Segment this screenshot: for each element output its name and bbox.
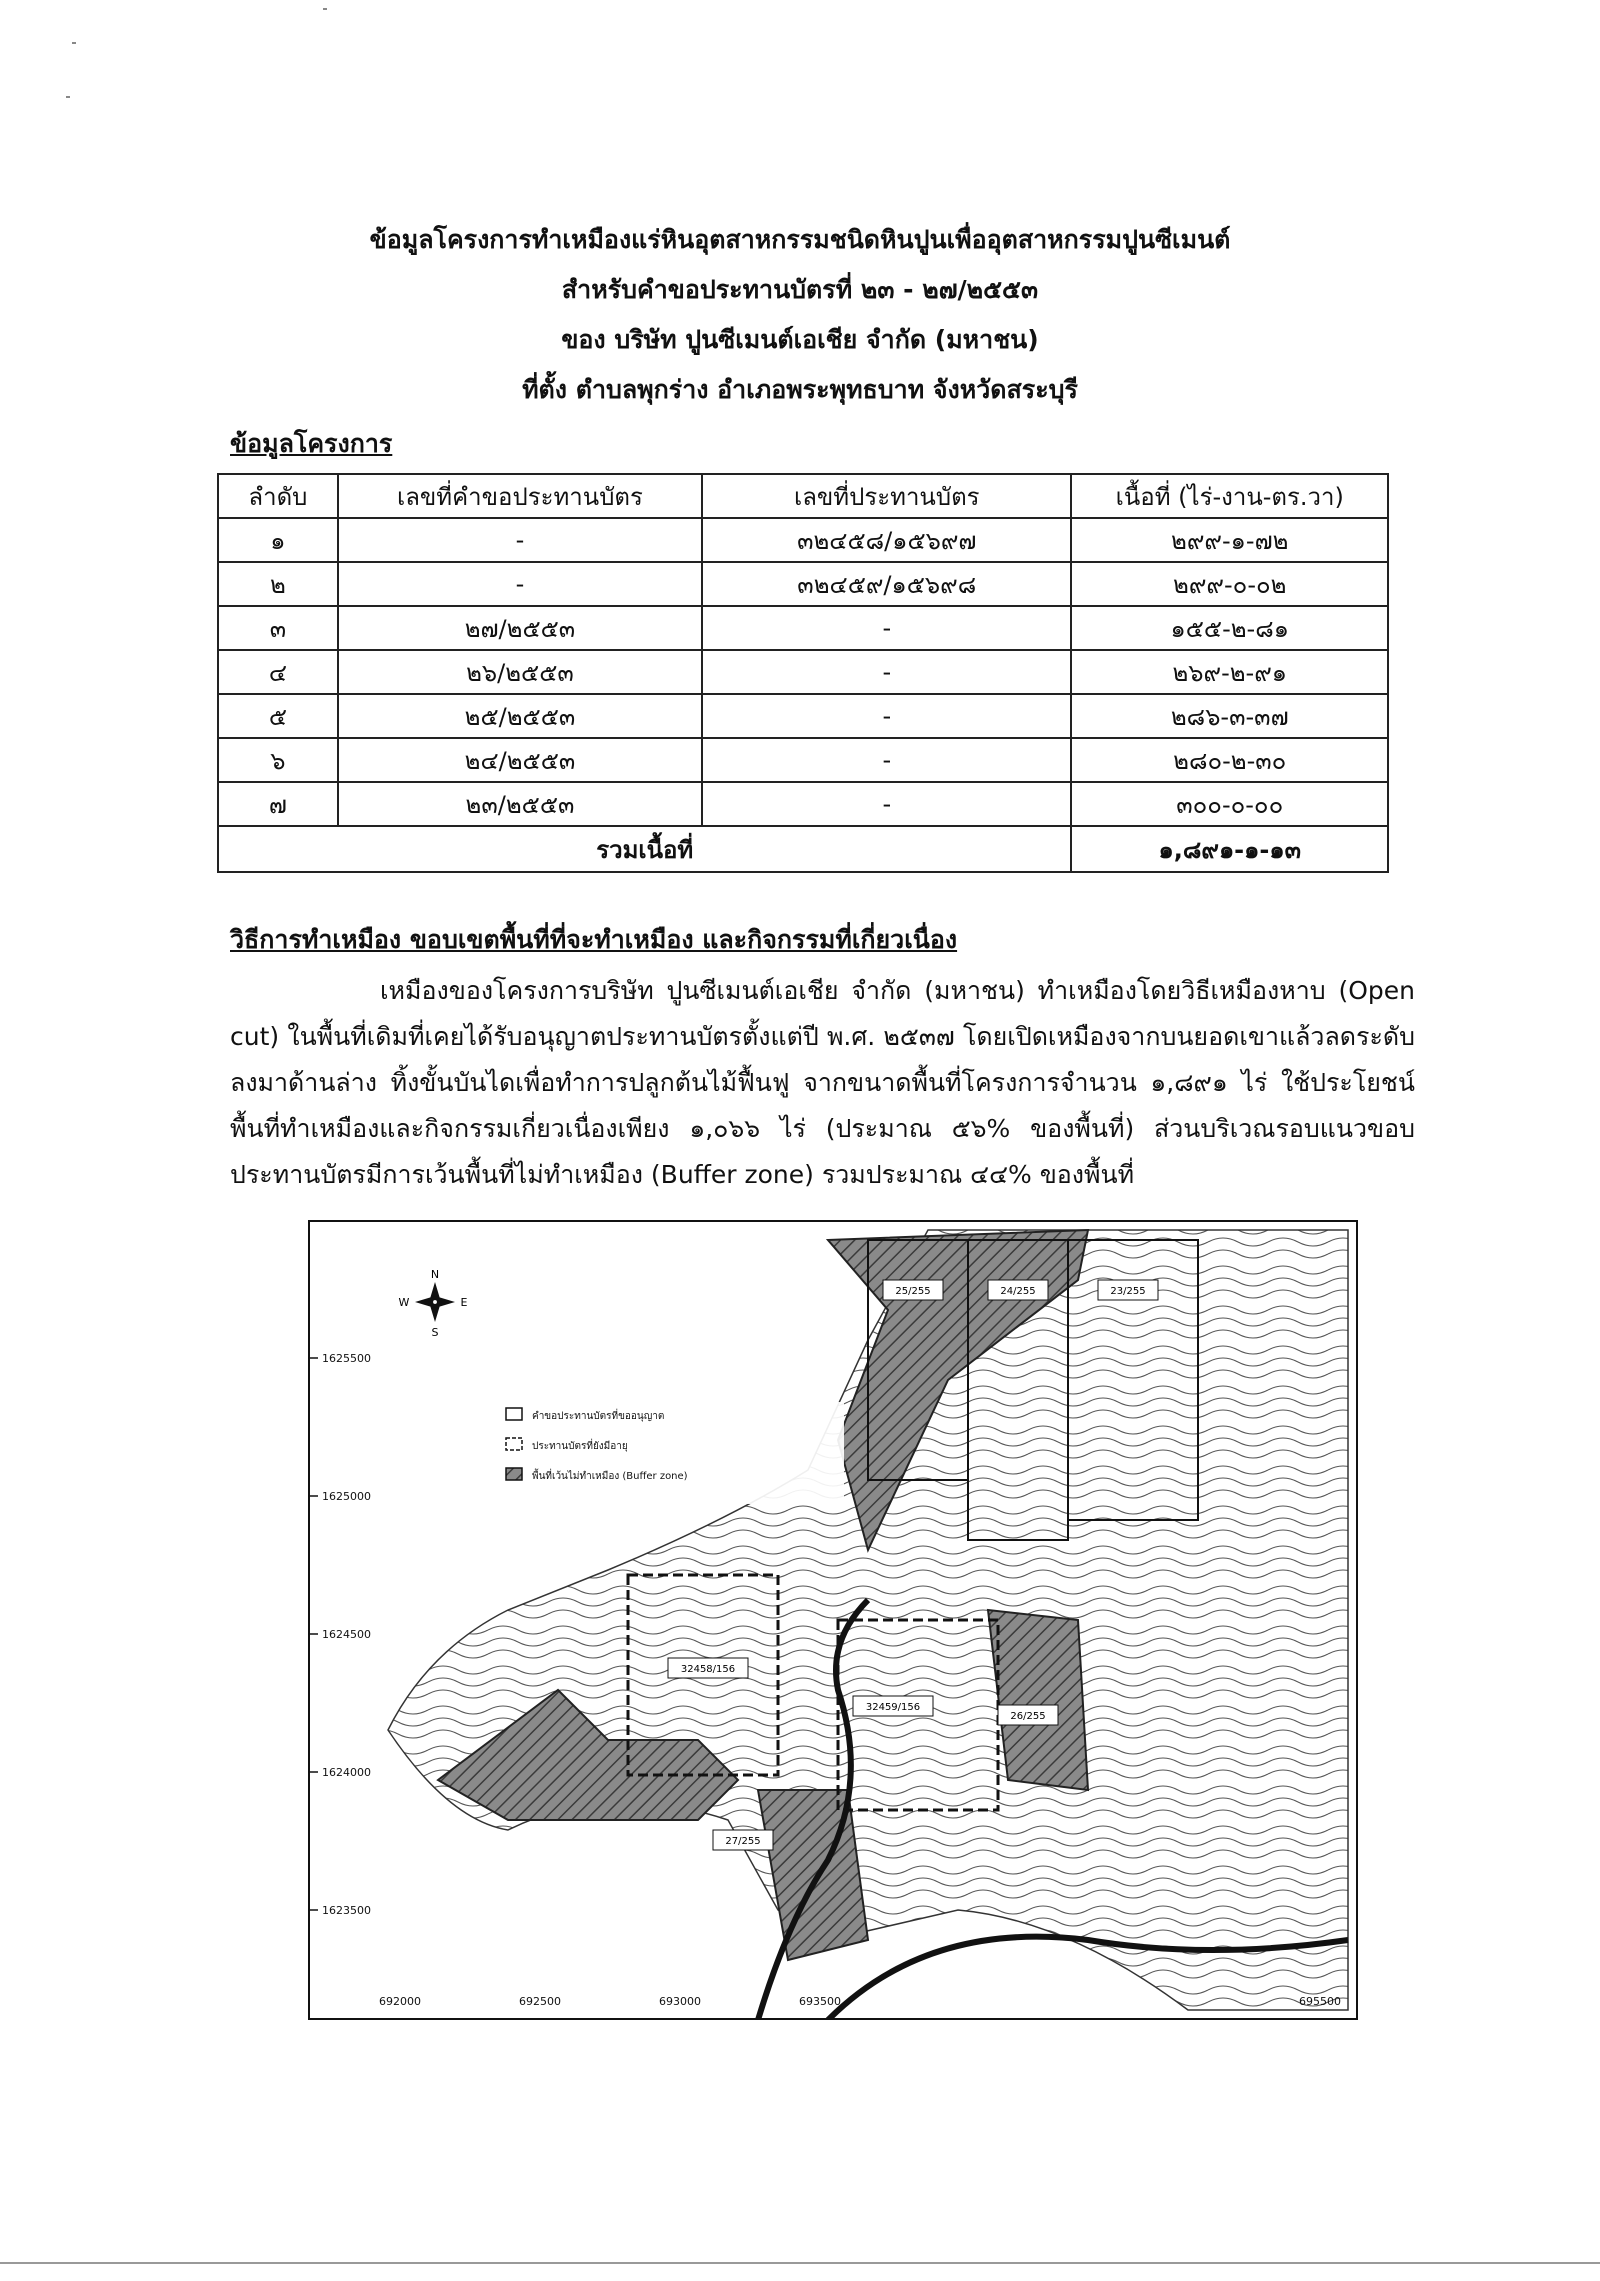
scan-mark xyxy=(72,42,76,44)
cell-area: ๒๘๖-๓-๓๗ xyxy=(1071,694,1388,738)
cell-area: ๒๖๙-๒-๙๑ xyxy=(1071,650,1388,694)
doc-title-line-4: ที่ตั้ง ตำบลพุกร่าง อำเภอพระพุทธบาท จังหวัดสระบุรี xyxy=(522,375,1078,404)
x-tick-label: 693000 xyxy=(659,1995,701,2008)
cell-concession: - xyxy=(702,650,1071,694)
parcel-label: 32458/156 xyxy=(680,1664,736,1675)
cell-concession: - xyxy=(702,738,1071,782)
scan-mark xyxy=(66,96,70,98)
cell-request: - xyxy=(338,518,702,562)
x-tick-label: 693500 xyxy=(799,1995,841,2008)
y-tick-label: 1625500 xyxy=(322,1352,371,1365)
doc-title-line-2: สำหรับคำขอประทานบัตรที่ ๒๓ - ๒๗/๒๕๕๓ xyxy=(561,275,1039,304)
cell-request: ๒๗/๒๕๕๓ xyxy=(338,606,702,650)
table-row xyxy=(218,562,1388,606)
cell-area: ๒๘๐-๒-๓๐ xyxy=(1071,738,1388,782)
total-area: ๑,๘๙๑-๑-๑๓ xyxy=(1071,826,1388,872)
col-header-no: ลำดับ xyxy=(218,474,338,518)
x-tick-label: 695500 xyxy=(1299,1995,1341,2008)
col-header-concession: เลขที่ประทานบัตร xyxy=(702,474,1071,518)
cell-request: ๒๖/๒๕๕๓ xyxy=(338,650,702,694)
y-tick-label: 1624000 xyxy=(322,1766,371,1779)
doc-title-line-1: ข้อมูลโครงการทำเหมืองแร่หินอุตสาหกรรมชนิดหินปูนเพื่ออุตสาหกรรมปูนซีเมนต์ xyxy=(369,225,1231,254)
y-tick-label: 1624500 xyxy=(322,1628,371,1641)
table-row xyxy=(218,650,1388,694)
col-header-area: เนื้อที่ (ไร่-งาน-ตร.วา) xyxy=(1071,474,1388,518)
legend-label-buffer: พื้นที่เว้นไม่ทำเหมือง (Buffer zone) xyxy=(532,1471,688,1482)
cell-no: ๒ xyxy=(218,562,338,606)
cell-concession: ๓๒๔๕๘/๑๕๖๙๗ xyxy=(702,518,1071,562)
total-label: รวมเนื้อที่ xyxy=(218,826,1071,872)
legend-label-active: ประทานบัตรที่ยังมีอายุ xyxy=(532,1441,628,1452)
cell-concession: - xyxy=(702,782,1071,826)
parcel-label: 32459/156 xyxy=(865,1702,921,1713)
cell-area: ๒๙๙-๑-๗๒ xyxy=(1071,518,1388,562)
compass-e: E xyxy=(460,1296,468,1309)
cell-no: ๗ xyxy=(218,782,338,826)
cell-area: ๓๐๐-๐-๐๐ xyxy=(1071,782,1388,826)
parcel-label: 23/255 xyxy=(1110,1286,1146,1297)
cell-request: - xyxy=(338,562,702,606)
legend-swatch-active xyxy=(506,1438,522,1450)
method-paragraph xyxy=(230,968,1415,1198)
compass-s: S xyxy=(431,1326,439,1339)
table-total-row xyxy=(218,826,1388,872)
cell-no: ๑ xyxy=(218,518,338,562)
cell-no: ๓ xyxy=(218,606,338,650)
parcel-label: 27/255 xyxy=(725,1836,761,1847)
parcel-label: 26/255 xyxy=(1010,1711,1046,1722)
legend-swatch-request xyxy=(506,1408,522,1420)
project-section-title: ข้อมูลโครงการ xyxy=(230,429,393,458)
cell-no: ๔ xyxy=(218,650,338,694)
cell-concession: - xyxy=(702,694,1071,738)
table-row xyxy=(218,738,1388,782)
table-row xyxy=(218,694,1388,738)
method-paragraph-text: เหมืองของโครงการบริษัท ปูนซีเมนต์เอเชีย จำกัด (มหาชน) ทำเหมืองโดยวิธีเหมืองหาบ (Open cut) ในพื้นที่เดิมที่เคยได้รับอนุญาตประทานบัตรตั้งแต่ปี พ.ศ. ๒๕๓๗ โดยเปิดเหมืองจากบนยอดเขาแล้วลดระดับลงมาด้านล่าง ทิ้งขั้นบันไดเพื่อทำการปลูกต้นไม้ฟื้นฟู จากขนาดพื้นที่โครงการจำนวน ๑,๘๙๑ ไร่ ใช้ประโยชน์พื้นที่ทำเหมืองและกิจกรรมเกี่ยวเนื่องเพียง ๑,๐๖๖ ไร่ (ประมาณ ๕๖% ของพื้นที่) ส่วนบริเวณรอบแนวขอบประทานบัตรมีการเว้นพื้นที่ไม่ทำเหมือง (Buffer zone) รวมประมาณ ๔๔% ของพื้นที่ xyxy=(230,976,1415,1189)
scan-mark xyxy=(323,8,327,10)
cell-request: ๒๔/๒๕๕๓ xyxy=(338,738,702,782)
compass-w: W xyxy=(398,1296,410,1309)
cell-concession: ๓๒๔๕๙/๑๕๖๙๘ xyxy=(702,562,1071,606)
parcel-label: 25/255 xyxy=(895,1286,931,1297)
compass-n: N xyxy=(430,1268,440,1281)
x-tick-label: 692500 xyxy=(519,1995,561,2008)
legend-swatch-buffer xyxy=(506,1468,522,1480)
cell-no: ๕ xyxy=(218,694,338,738)
table-header-row xyxy=(218,474,1388,518)
project-table xyxy=(217,473,1389,873)
cell-request: ๒๕/๒๕๕๓ xyxy=(338,694,702,738)
parcel-label: 24/255 xyxy=(1000,1286,1036,1297)
cell-area: ๒๙๙-๐-๐๒ xyxy=(1071,562,1388,606)
x-tick-label: 692000 xyxy=(379,1995,421,2008)
mine-area-map xyxy=(308,1220,1358,2020)
cell-request: ๒๓/๒๕๕๓ xyxy=(338,782,702,826)
cell-area: ๑๕๕-๒-๘๑ xyxy=(1071,606,1388,650)
y-tick-label: 1623500 xyxy=(322,1904,371,1917)
cell-concession: - xyxy=(702,606,1071,650)
map-legend xyxy=(504,1402,844,1504)
table-row xyxy=(218,606,1388,650)
y-tick-label: 1625000 xyxy=(322,1490,371,1503)
method-section-title: วิธีการทำเหมือง ขอบเขตพื้นที่ที่จะทำเหมือง และกิจกรรมที่เกี่ยวเนื่อง xyxy=(230,925,958,954)
cell-no: ๖ xyxy=(218,738,338,782)
table-row xyxy=(218,782,1388,826)
col-header-request: เลขที่คำขอประทานบัตร xyxy=(338,474,702,518)
page-bottom-edge xyxy=(0,2262,1600,2264)
table-row xyxy=(218,518,1388,562)
legend-label-request: คำขอประทานบัตรที่ขออนุญาต xyxy=(532,1411,665,1422)
doc-title-line-3: ของ บริษัท ปูนซีเมนต์เอเชีย จำกัด (มหาชน) xyxy=(561,325,1039,354)
